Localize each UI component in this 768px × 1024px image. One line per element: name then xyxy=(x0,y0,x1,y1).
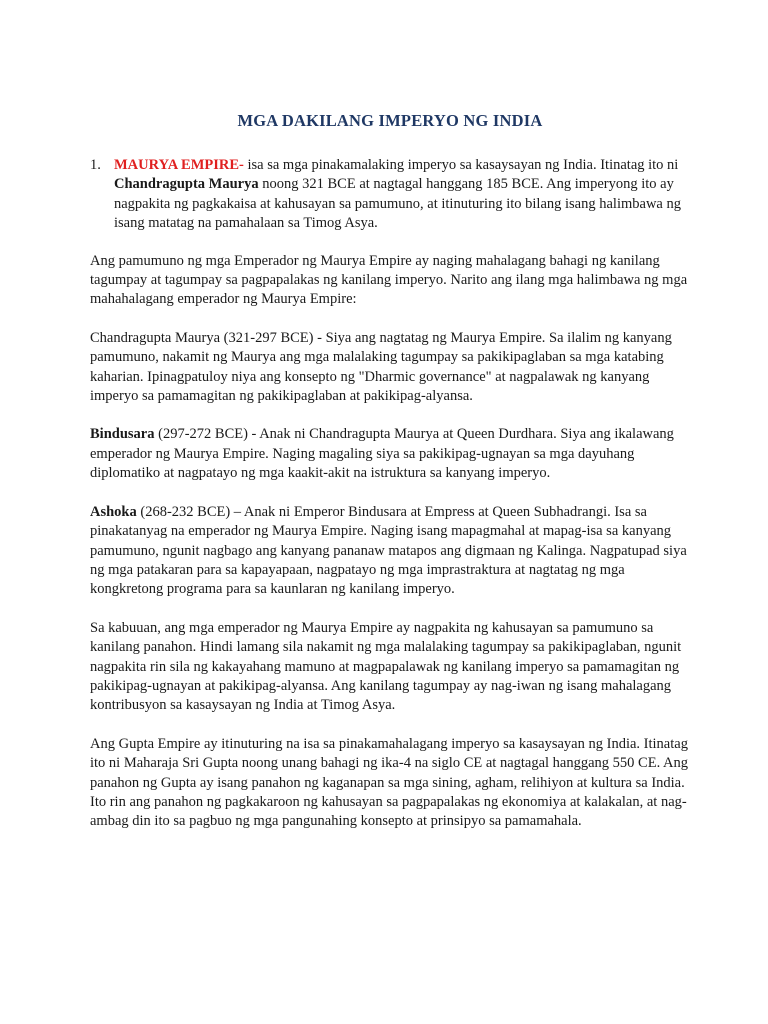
list-item xyxy=(90,156,690,234)
list-item-body xyxy=(114,156,690,234)
ashoka-paragraph xyxy=(90,503,690,600)
list-number: 1. xyxy=(90,157,101,173)
document-page xyxy=(90,110,690,851)
list-item-text-b: noong 321 BCE at nagtagal hanggang 185 BCE. Ang imperyong ito ay nagpakita ng pagkakaisa at kahusayan sa pamumuno, at itinuturing ito bilang isang halimbawa ng isang matatag na pamahalaan sa Timog Asya. xyxy=(114,176,681,232)
chandragupta-paragraph: Chandragupta Maurya (321-297 BCE) - Siya ang nagtatag ng Maurya Empire. Sa ilalim ng kanyang pamumuno, nakamit ng Maurya ang mga malalaking tagumpay sa pakikipaglaban sa mga katabing kaharian. Ipinagpatuloy niya ang konsepto ng "Dharmic governance" at nagpalawak ng kanyang imperyo sa pamamagitan ng pakikipaglaban at pakikipag-alyansa. xyxy=(90,329,672,405)
list-item-title: MAURYA EMPIRE- xyxy=(114,157,244,173)
summary-paragraph: Sa kabuuan, ang mga emperador ng Maurya Empire ay nagpakita ng kahusayan sa pamumuno sa kanilang panahon. Hindi lamang sila nakamit ng mga malalaking tagumpay sa pakikipaglaban, ngunit nagpakita rin sila ng kakayahang mamuno at magpapalawak ng kanilang imperyo sa pamamagitan ng pakikipag-ugnayan at pakikipag-alyansa. Ang kanilang tagumpay ay nag-iwan ng isang mahalagang kontribusyon sa kasaysayan ng India at Timog Asya. xyxy=(90,619,682,714)
bindusara-paragraph xyxy=(90,425,690,483)
intro-paragraph: Ang pamumuno ng mga Emperador ng Maurya Empire ay naging mahalagang bahagi ng kanilang tagumpay at tagumpay sa pagpapalakas ng kanilang imperyo. Narito ang ilang mga halimbawa ng mga mahahalagang emperador ng Maurya Empire: xyxy=(90,252,688,308)
ashoka-text: (268-232 BCE) – Anak ni Emperor Bindusara at Empress at Queen Subhadrangi. Isa sa pinakatanyag na emperador ng Maurya Empire. Naging isang mapagmahal at mapag-isa sa kanyang pamumuno, ngunit nagbago ang kanyang pananaw matapos ang digmaan ng Kalinga. Nagpatupad siya ng mga patakaran para sa kapayapaan, nagpatayo ng mga imprastraktura at nagtatag ng mga kongkretong programa para sa kaunlaran ng kanilang imperyo. xyxy=(90,503,687,598)
list-item-text-a: isa sa mga pinakamalaking imperyo sa kasaysayan ng India. Itinatag ito ni xyxy=(243,157,679,173)
list-item-founder: Chandragupta Maurya xyxy=(114,176,259,193)
bindusara-name: Bindusara xyxy=(90,426,155,443)
gupta-paragraph: Ang Gupta Empire ay itinuturing na isa sa pinakamahalagang imperyo sa kasaysayan ng India. Itinatag ito ni Maharaja Sri Gupta noong unang bahagi ng ika-4 na siglo CE at nagtagal hanggang 550 CE. Ang panahon ng Gupta ay isang panahon ng kaganapan sa mga sining, agham, relihiyon at kultura sa India. Ito rin ang panahon ng pagkakaroon ng kahusayan sa pagpapalakas ng ekonomiya at kalakalan, at nag-ambag din ito sa pagbuo ng mga pangunahing konsepto at prinsipyo sa pamamahala. xyxy=(90,735,689,830)
document-title: MGA DAKILANG IMPERYO NG INDIA xyxy=(237,111,543,130)
bindusara-text: (297-272 BCE) - Anak ni Chandragupta Maurya at Queen Durdhara. Siya ang ikalawang emperador ng Maurya Empire. Naging magaling siya sa pakikipag-ugnayan sa mga dayuhang diplomatiko at nagpatayo ng mga kaakit-akit na istruktura sa kanyang imperyo. xyxy=(90,426,674,482)
ashoka-name: Ashoka xyxy=(90,503,137,520)
